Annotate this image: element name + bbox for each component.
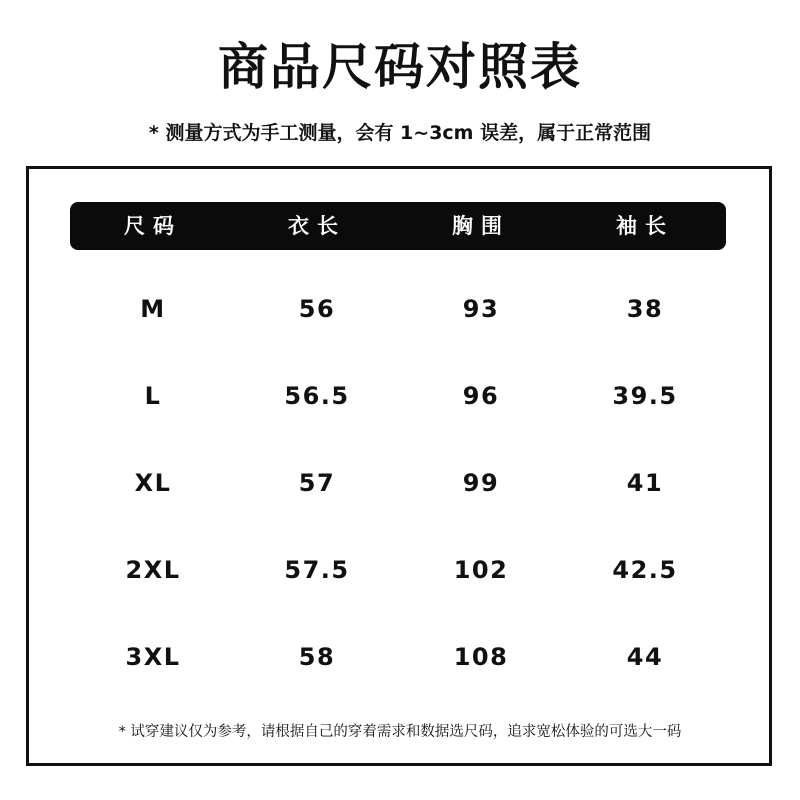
table-header xyxy=(70,202,726,250)
cell-chest: 99 xyxy=(462,469,500,497)
cell-size: XL xyxy=(134,469,172,497)
cell-sleeve: 42.5 xyxy=(612,556,678,584)
table-row xyxy=(0,289,800,329)
cell-size: M xyxy=(140,295,166,323)
cell-sleeve: 39.5 xyxy=(612,382,678,410)
cell-length: 56 xyxy=(298,295,336,323)
measurement-note: * 测量方式为手工测量，会有 1~3cm 误差，属于正常范围 xyxy=(148,122,652,144)
cell-length: 58 xyxy=(298,643,336,671)
header-sleeve: 袖长 xyxy=(616,214,674,238)
fit-suggestion-note: * 试穿建议仅为参考，请根据自己的穿着需求和数据选尺码，追求宽松体验的可选大一码 xyxy=(118,724,682,740)
table-row xyxy=(0,463,800,503)
table-row xyxy=(0,550,800,590)
table-row xyxy=(0,637,800,677)
header-chest: 胸围 xyxy=(452,214,510,238)
cell-sleeve: 38 xyxy=(626,295,664,323)
cell-length: 56.5 xyxy=(284,382,350,410)
header-length: 衣长 xyxy=(288,214,346,238)
cell-chest: 93 xyxy=(462,295,500,323)
cell-length: 57.5 xyxy=(284,556,350,584)
header-size: 尺码 xyxy=(124,214,182,238)
cell-length: 57 xyxy=(298,469,336,497)
cell-sleeve: 41 xyxy=(626,469,664,497)
cell-chest: 102 xyxy=(453,556,509,584)
cell-size: L xyxy=(144,382,162,410)
table-row xyxy=(0,376,800,416)
page-title: 商品尺码对照表 xyxy=(218,38,582,96)
cell-chest: 96 xyxy=(462,382,500,410)
cell-size: 2XL xyxy=(125,556,181,584)
cell-chest: 108 xyxy=(453,643,509,671)
cell-size: 3XL xyxy=(125,643,181,671)
cell-sleeve: 44 xyxy=(626,643,664,671)
